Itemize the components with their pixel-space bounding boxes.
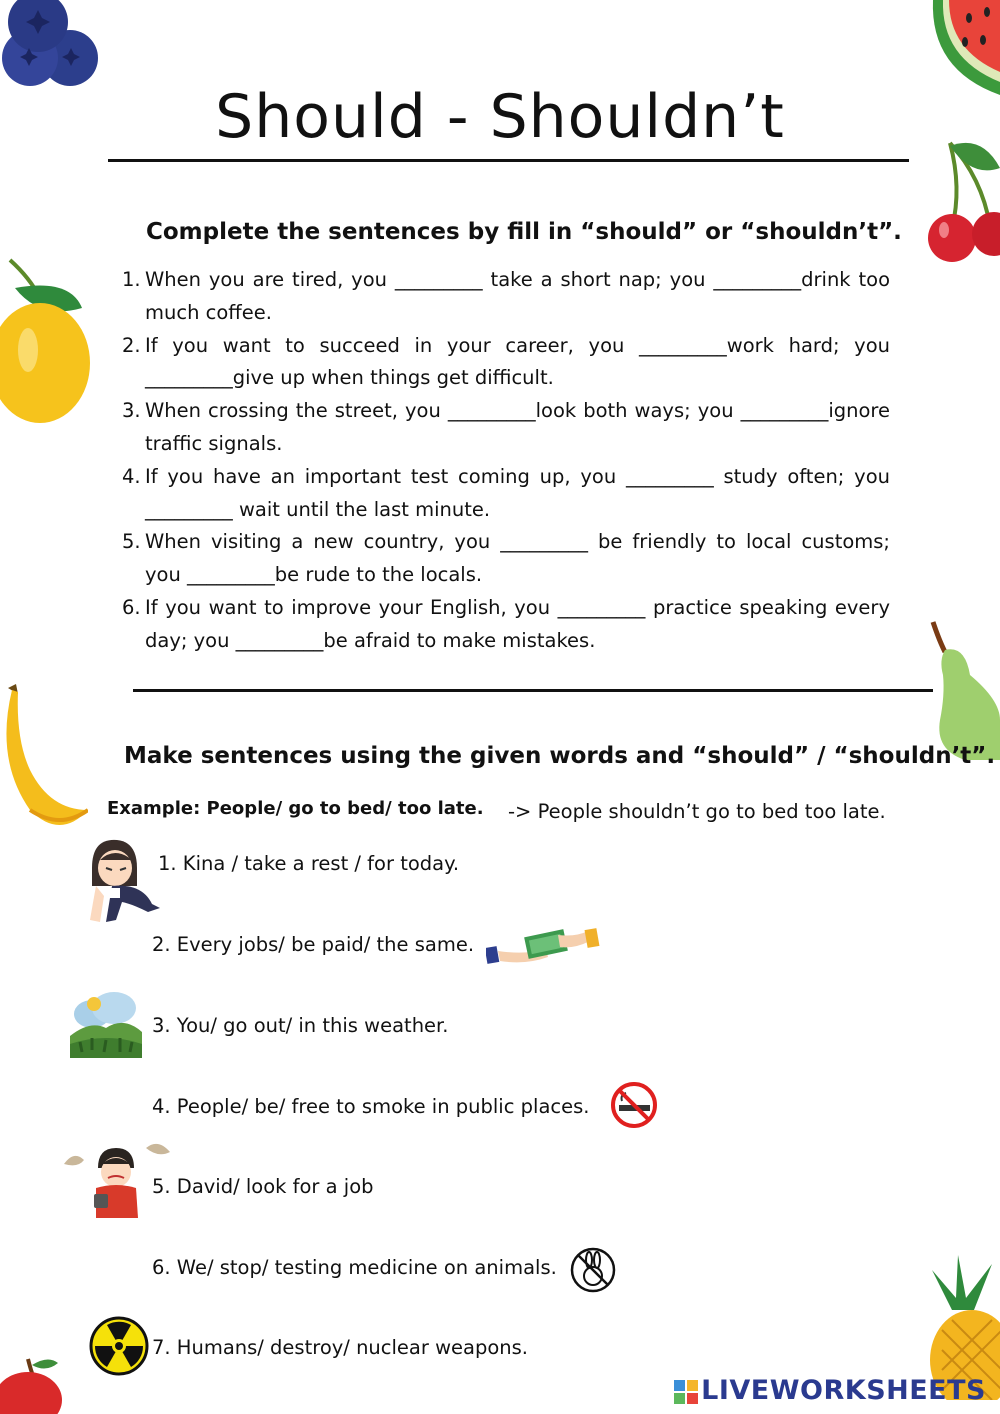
sentence-prompt-2: 2. Every jobs/ be paid/ the same. <box>152 933 475 956</box>
sentence-text: When crossing the street, you _________look both ways; you _________ignore traffic signals. <box>145 399 890 455</box>
banana-decoration <box>0 680 88 840</box>
list-item[interactable]: 3. When crossing the street, you _________look both ways; you _________ignore traffic signals. <box>122 399 890 455</box>
blueberries-decoration <box>0 0 105 95</box>
section1-heading: Complete the sentences by fill in “should” or “shouldn’t”. <box>146 219 902 245</box>
example-answer: -> People shouldn’t go to bed too late. <box>508 800 886 823</box>
list-item[interactable]: 2. If you want to succeed in your career, you _________work hard; you _________give up when things get difficult. <box>122 333 890 390</box>
radiation-icon <box>89 1316 149 1376</box>
sentence-text: When you are tired, you _________ take a short nap; you _________drink too much coffee. <box>145 268 890 324</box>
list-item[interactable]: 6. If you want to improve your English, you _________ practice speaking every day; you _________be afraid to make mistakes. <box>122 595 890 652</box>
page-title: Should - Shouldn’t <box>215 82 785 152</box>
title-divider <box>108 159 909 162</box>
money-handover-illustration <box>486 925 600 970</box>
sentence-text: If you have an important test coming up, you _________ study often; you _________ wait until the last minute. <box>145 464 890 521</box>
sentence-text: If you want to succeed in your career, you _________work hard; you _________give up when things get difficult. <box>145 333 890 390</box>
apple-decoration <box>0 1355 65 1414</box>
lemon-decoration <box>0 258 95 428</box>
tired-girl-illustration <box>82 838 164 926</box>
list-item[interactable]: 4. If you have an important test coming up, you _________ study often; you _________ wait until the last minute. <box>122 464 890 521</box>
stressed-boy-illustration <box>62 1138 172 1220</box>
no-smoking-icon <box>610 1081 658 1129</box>
list-item[interactable]: 1. When you are tired, you _________ take a short nap; you _________drink too much coffee. <box>122 268 890 324</box>
sentence-prompt-3: 3. You/ go out/ in this weather. <box>152 1014 449 1037</box>
sentence-prompt-5: 5. David/ look for a job <box>152 1175 374 1198</box>
sentence-prompt-6: 6. We/ stop/ testing medicine on animals. <box>152 1256 557 1279</box>
brand-text: LIVEWORKSHEETS <box>701 1375 986 1406</box>
pear-decoration <box>925 620 1000 760</box>
section2-heading: Make sentences using the given words and “should” / “shouldn’t”. <box>124 743 996 769</box>
sentence-text: When visiting a new country, you _________ be friendly to local customs; you _________be rude to the locals. <box>145 530 890 587</box>
section-divider <box>133 689 933 692</box>
no-animal-testing-icon <box>569 1246 617 1294</box>
sentence-prompt-4: 4. People/ be/ free to smoke in public places. <box>152 1095 590 1118</box>
stormy-landscape-illustration <box>70 986 142 1058</box>
list-item[interactable]: 5. When visiting a new country, you _________ be friendly to local customs; you _________be rude to the locals. <box>122 530 890 587</box>
liveworksheets-logo-icon <box>674 1380 698 1404</box>
liveworksheets-logo <box>674 1375 986 1406</box>
sentence-prompt-1: 1. Kina / take a rest / for today. <box>158 852 460 875</box>
fill-in-list <box>122 264 890 658</box>
example-label: Example: People/ go to bed/ too late. <box>107 798 484 819</box>
sentence-text: If you want to improve your English, you _________ practice speaking every day; you _________be afraid to make mistakes. <box>145 595 890 652</box>
cherries-decoration <box>922 138 1000 266</box>
sentence-prompt-7: 7. Humans/ destroy/ nuclear weapons. <box>152 1336 529 1359</box>
